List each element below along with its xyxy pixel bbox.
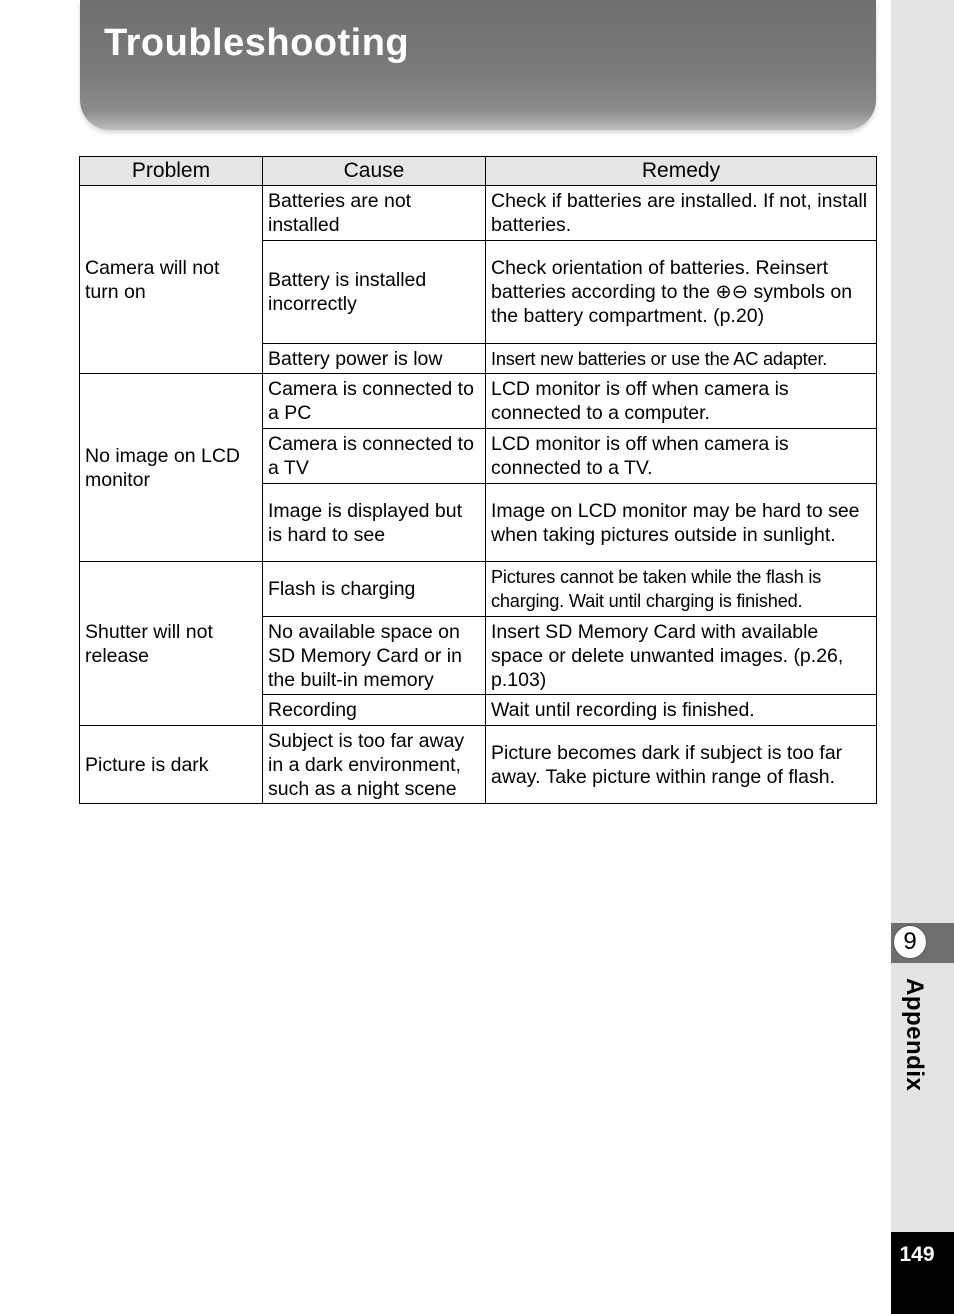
chapter-label: Appendix (901, 978, 928, 1092)
table-row (80, 726, 877, 804)
page-title: Troubleshooting (104, 22, 410, 64)
cause-cell: Flash is charging (263, 562, 486, 617)
problem-cell: Picture is dark (80, 726, 263, 804)
cause-cell: Camera is connected to a TV (263, 429, 486, 484)
header-remedy: Remedy (486, 157, 877, 186)
problem-cell: Camera will not turn on (80, 186, 263, 374)
remedy-cell: Insert SD Memory Card with available space or delete unwanted images. (p.26, p.103) (486, 617, 877, 695)
remedy-cell: Insert new batteries or use the AC adapter. (486, 344, 877, 374)
remedy-cell: Check if batteries are installed. If not, install batteries. (486, 186, 877, 241)
cause-cell: Batteries are not installed (263, 186, 486, 241)
table-row (80, 562, 877, 617)
cause-cell: Recording (263, 695, 486, 726)
cause-cell: Camera is connected to a PC (263, 374, 486, 429)
remedy-cell: Pictures cannot be taken while the flash is charging. Wait until charging is finished. (486, 562, 877, 617)
chapter-number-badge: 9 (893, 925, 927, 959)
cause-cell: Subject is too far away in a dark environment, such as a night scene (263, 726, 486, 804)
remedy-cell: LCD monitor is off when camera is connected to a TV. (486, 429, 877, 484)
cause-cell: Image is displayed but is hard to see (263, 484, 486, 562)
cause-cell: Battery is installed incorrectly (263, 241, 486, 344)
cause-cell: No available space on SD Memory Card or in the built-in memory (263, 617, 486, 695)
remedy-cell: LCD monitor is off when camera is connected to a computer. (486, 374, 877, 429)
table-header-row (80, 157, 877, 186)
troubleshooting-table (79, 156, 877, 804)
remedy-cell: Check orientation of batteries. Reinsert batteries according to the ⊕⊖ symbols on the battery compartment. (p.20) (486, 241, 877, 344)
table-row (80, 186, 877, 241)
remedy-cell: Image on LCD monitor may be hard to see when taking pictures outside in sunlight. (486, 484, 877, 562)
remedy-cell: Wait until recording is finished. (486, 695, 877, 726)
remedy-cell: Picture becomes dark if subject is too far away. Take picture within range of flash. (486, 726, 877, 804)
title-banner (80, 0, 876, 130)
table-row (80, 374, 877, 429)
chapter-side-tab (891, 0, 954, 1314)
header-problem: Problem (80, 157, 263, 186)
header-cause: Cause (263, 157, 486, 186)
page-number: 149 (899, 1243, 935, 1266)
cause-cell: Battery power is low (263, 344, 486, 374)
problem-cell: Shutter will not release (80, 562, 263, 726)
problem-cell: No image on LCD monitor (80, 374, 263, 562)
